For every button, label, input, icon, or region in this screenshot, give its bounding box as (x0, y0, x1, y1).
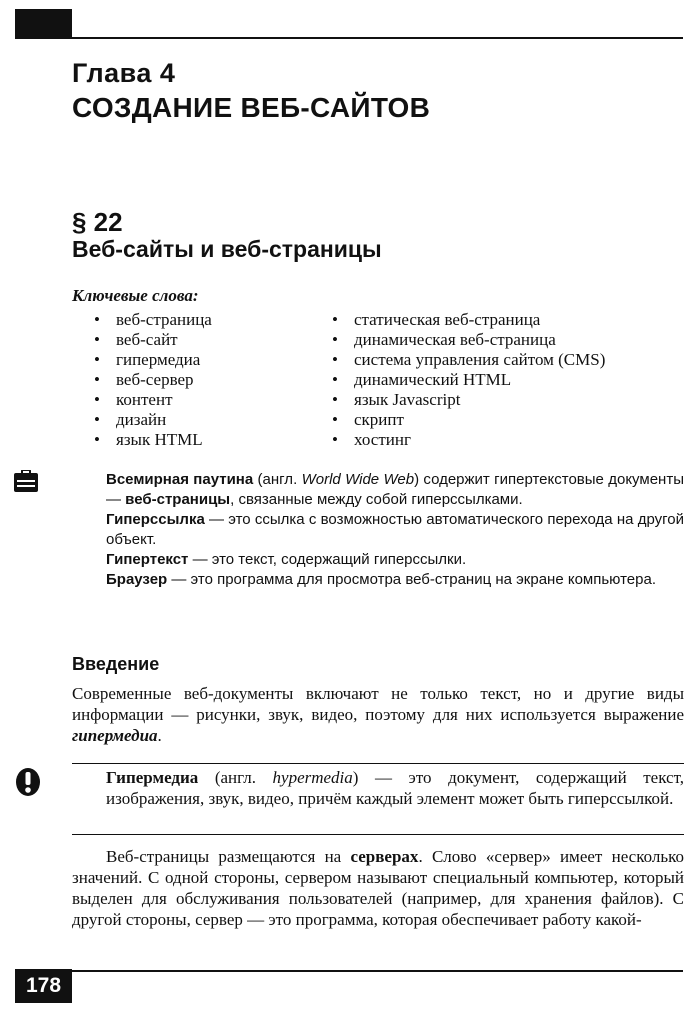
keyword-item: • статическая веб-страница (330, 310, 605, 330)
definitions-block (106, 470, 684, 590)
definition-term: веб-страницы (125, 491, 231, 508)
keywords-title: Ключевые слова: (72, 286, 199, 305)
keyword-item: • веб-сервер (92, 370, 212, 390)
footer-rule (15, 970, 683, 972)
intro-paragraph: Современные веб-документы включают не только текст, но и другие виды информации — рисунки, звук, видео, поэтому для них используется выражение гипермедиа. (72, 684, 684, 745)
definition-term: Всемирная паутина (106, 471, 254, 488)
section-number: § 22 (72, 207, 123, 237)
keyword-item: • гипермедиа (92, 350, 212, 370)
keyword-item: • язык HTML (92, 430, 212, 450)
header-rule (15, 37, 683, 39)
chapter-number: Глава 4 (72, 58, 176, 88)
body-term: серверах (350, 847, 419, 866)
definition-box-bottom-rule (72, 834, 684, 835)
exclamation-icon (15, 767, 41, 797)
keywords-left-list (92, 310, 212, 450)
keyword-item: • скрипт (330, 410, 605, 430)
definition-term: Гиперссылка (106, 511, 205, 528)
intro-heading: Введение (72, 654, 160, 674)
definition-term: Гипермедиа (106, 768, 199, 787)
definition-www: Всемирная паутина (англ. World Wide Web) содержит гипертекстовые документы — веб-страницы, связанные между собой гиперссылками. (106, 471, 684, 508)
body-paragraph: Веб-страницы размещаются на серверах. Слово «сервер» имеет несколько значений. С одной стороны, сервером называют специальный компьютер, который выделен для обслуживания пользователей (например, для хранения файлов). С другой стороны, сервер — это программа, которая обеспечивает работу какой- (72, 847, 685, 929)
section-title: Веб-сайты и веб-страницы (72, 236, 382, 262)
definition-box-top-rule (72, 763, 684, 764)
keyword-item: • хостинг (330, 430, 605, 450)
header-black-block (15, 9, 72, 39)
definition-term: Гипертекст (106, 551, 189, 568)
keyword-item: • динамический HTML (330, 370, 605, 390)
keywords-right-list (330, 310, 605, 450)
keyword-item: • система управления сайтом (CMS) (330, 350, 605, 370)
keyword-item: • динамическая веб-страница (330, 330, 605, 350)
definition-browser: Браузер — это программа для просмотра веб-страниц на экране компьютера. (106, 571, 656, 588)
keyword-item: • контент (92, 390, 212, 410)
definition-hyperlink: Гиперссылка — это ссылка с возможностью автоматического перехода на другой объект. (106, 511, 684, 548)
keyword-item: • язык Javascript (330, 390, 605, 410)
definition-hypertext: Гипертекст — это текст, содержащий гиперссылки. (106, 551, 467, 568)
hypermedia-definition: Гипермедиа (англ. hypermedia) — это документ, содержащий текст, изображения, звук, видео, причём каждый элемент может быть гиперссылкой. (106, 768, 684, 808)
page-number: 178 (15, 969, 72, 1003)
keyword-item: • веб-сайт (92, 330, 212, 350)
keyword-item: • веб-страница (92, 310, 212, 330)
chapter-title: СОЗДАНИЕ ВЕБ-САЙТОВ (72, 92, 431, 123)
intro-term: гипермедиа (72, 726, 158, 745)
definition-term: Браузер (106, 571, 168, 588)
keyword-item: • дизайн (92, 410, 212, 430)
briefcase-icon (14, 470, 38, 492)
